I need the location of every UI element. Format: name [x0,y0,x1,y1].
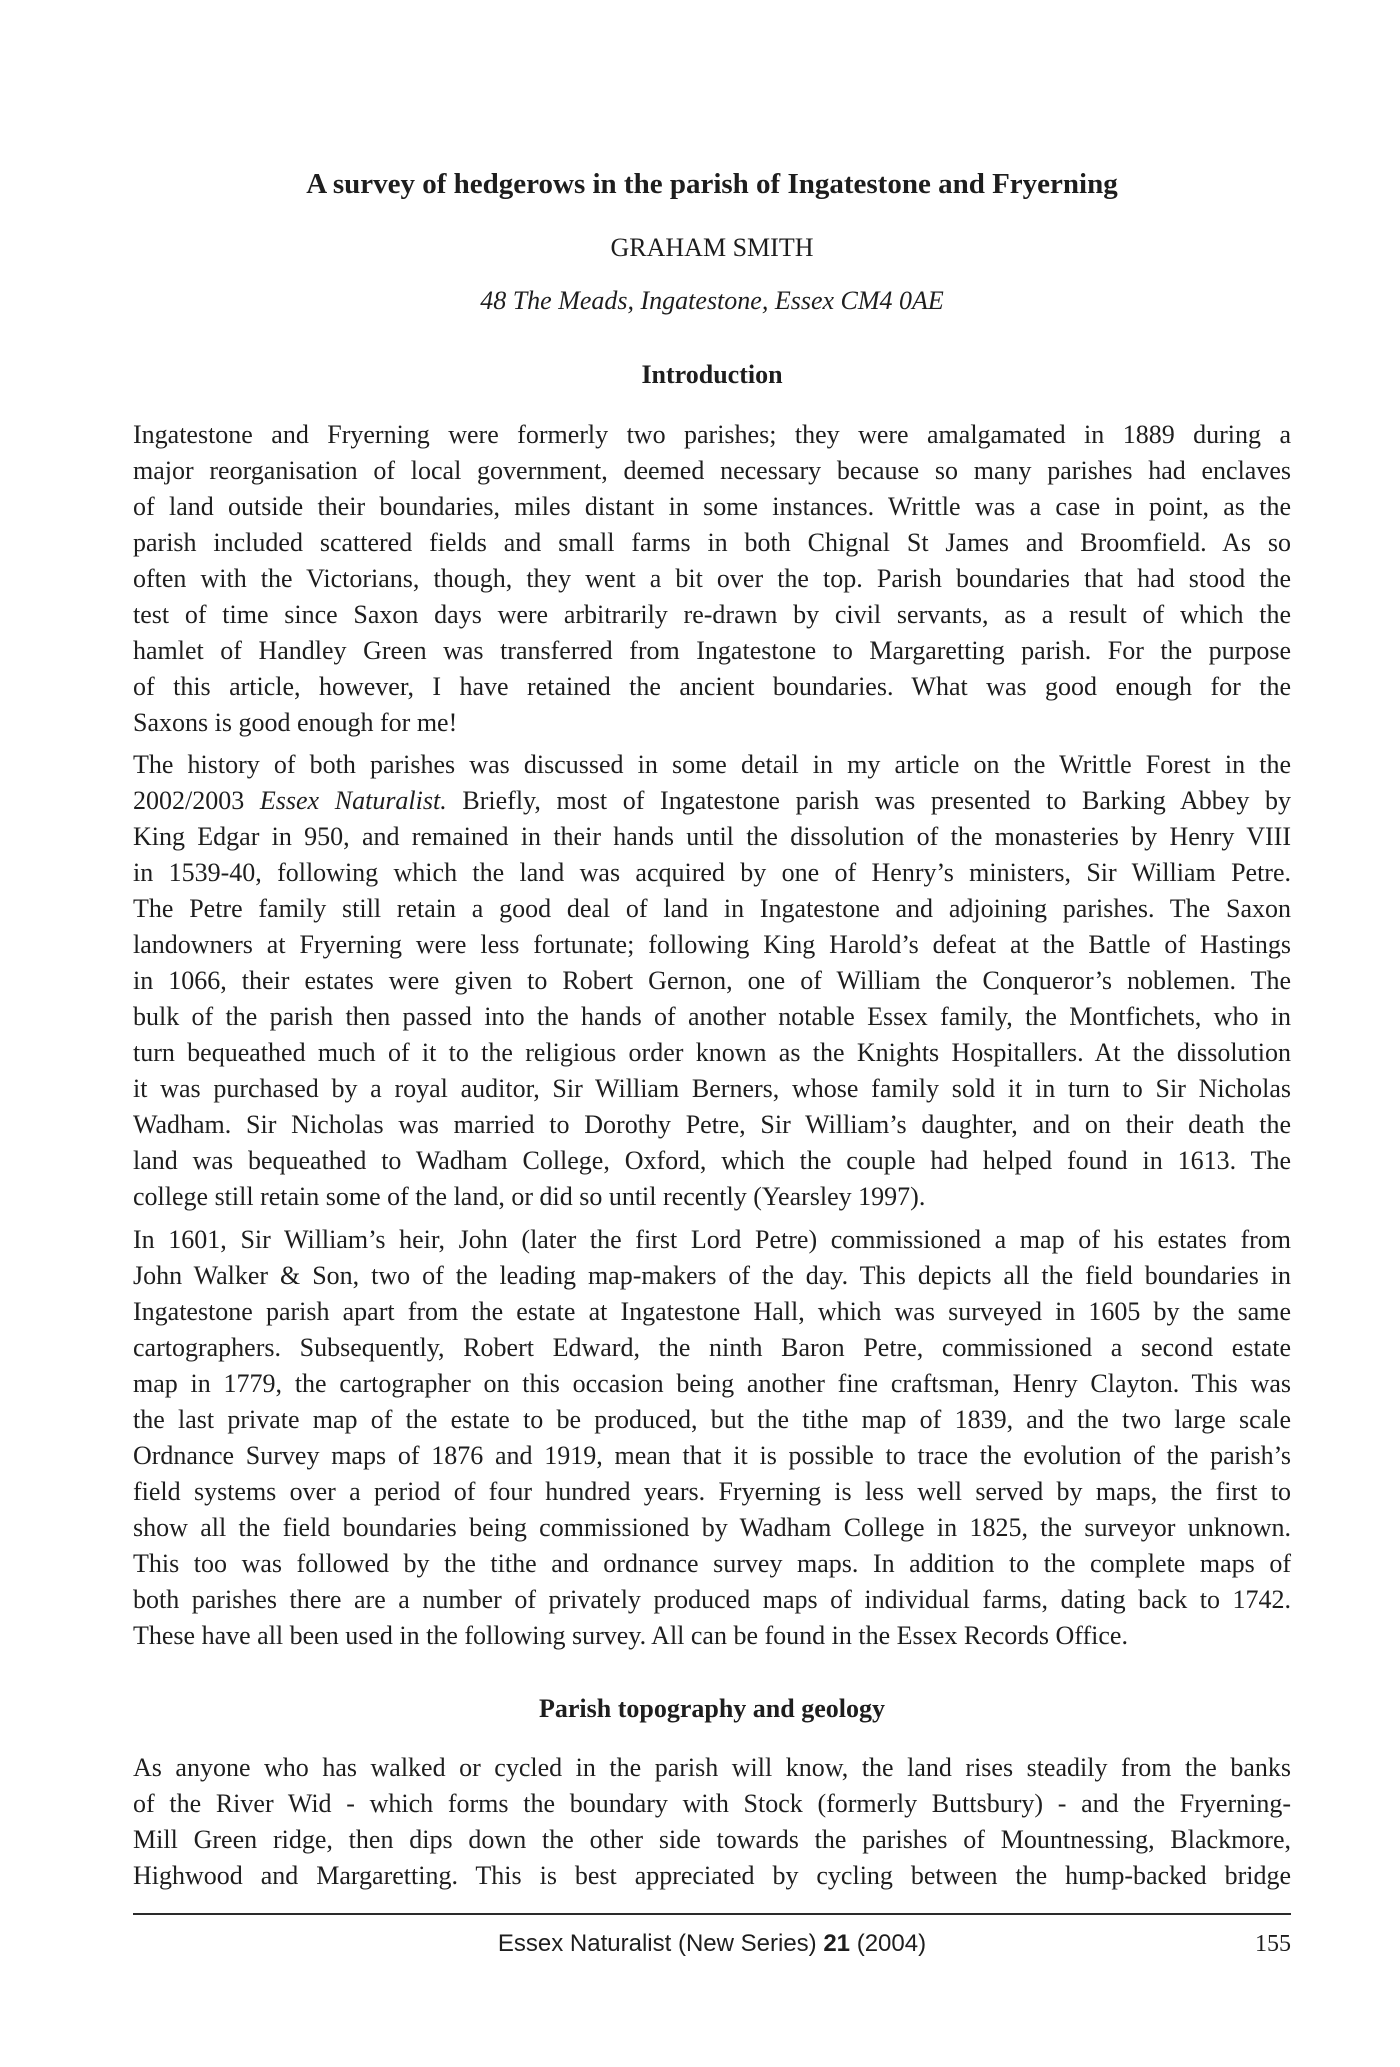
text-line: bulk of the parish then passed into the hands of another notable Essex family, the Montfichets, who in [133,1002,1291,1031]
text-line: both parishes there are a number of privately produced maps of individual farms, dating back to 1742. [133,1585,1291,1614]
text-line: Wadham. Sir Nicholas was married to Dorothy Petre, Sir William’s daughter, and on their death the [133,1110,1291,1139]
text-line: King Edgar in 950, and remained in their hands until the dissolution of the monasteries by Henry VIII [133,822,1291,851]
text-line: parish included scattered fields and small farms in both Chignal St James and Broomfield. As so [133,528,1291,557]
footer-rule [133,1913,1291,1915]
text-line: test of time since Saxon days were arbitrarily re-drawn by civil servants, as a result of which the [133,600,1291,629]
text-line: college still retain some of the land, or did so until recently (Yearsley 1997). [133,1182,926,1211]
text-line: land was bequeathed to Wadham College, Oxford, which the couple had helped found in 1613. The [133,1146,1291,1175]
section-heading-introduction: Introduction [641,360,783,389]
section-heading-topography: Parish topography and geology [539,1694,885,1723]
text-line: This too was followed by the tithe and ordnance survey maps. In addition to the complete maps of [133,1549,1291,1578]
text-line: hamlet of Handley Green was transferred from Ingatestone to Margaretting parish. For the purpose [133,636,1291,665]
text-line: Ordnance Survey maps of 1876 and 1919, mean that it is possible to trace the evolution of the parish’s [133,1441,1291,1470]
text-fragment: Briefly, most of Ingatestone parish was presented to Barking Abbey by [446,786,1291,815]
text-line: map in 1779, the cartographer on this occasion being another fine craftsman, Henry Clayton. This was [133,1369,1291,1398]
paragraph-3 [133,1222,1291,1654]
footer-journal-citation [133,1928,1291,1960]
text-line: Ingatestone parish apart from the estate at Ingatestone Hall, which was surveyed in 1605 by the same [133,1297,1291,1326]
text-line: In 1601, Sir William’s heir, John (later the first Lord Petre) commissioned a map of his estates from [133,1225,1291,1254]
page-number: 155 [1255,1931,1291,1957]
text-line: The Petre family still retain a good deal of land in Ingatestone and adjoining parishes. The Saxon [133,894,1291,923]
text-line: Saxons is good enough for me! [133,708,458,737]
text-line: of the River Wid - which forms the boundary with Stock (formerly Buttsbury) - and the Fryerning- [133,1789,1291,1818]
text-line: Ingatestone and Fryerning were formerly two parishes; they were amalgamated in 1889 during a [133,420,1291,449]
paragraph-1 [133,417,1291,741]
text-line: often with the Victorians, though, they went a bit over the top. Parish boundaries that had stood the [133,564,1291,593]
author-name: GRAHAM SMITH [610,233,814,262]
paragraph-2 [133,747,1291,1215]
text-line: show all the field boundaries being commissioned by Wadham College in 1825, the surveyor unknown. [133,1513,1291,1542]
journal-title: Essex Naturalist (New Series) [497,1930,824,1957]
text-line: These have all been used in the following survey. All can be found in the Essex Records Office. [133,1621,1128,1650]
journal-name-italic: Essex Naturalist. [259,786,447,815]
text-line: of this article, however, I have retained the ancient boundaries. What was good enough for the [133,672,1291,701]
text-line: Mill Green ridge, then dips down the other side towards the parishes of Mountnessing, Blackmore, [133,1825,1291,1854]
text-line: As anyone who has walked or cycled in the parish will know, the land rises steadily from the banks [133,1753,1291,1782]
text-line: major reorganisation of local government, deemed necessary because so many parishes had enclaves [133,456,1291,485]
text-line: of land outside their boundaries, miles distant in some instances. Writtle was a case in point, as the [133,492,1291,521]
text-line: in 1066, their estates were given to Robert Gernon, one of William the Conqueror’s noblemen. The [133,966,1291,995]
paper-page [133,0,1291,2067]
text-line: The history of both parishes was discussed in some detail in my article on the Writtle Forest in the [133,750,1291,779]
text-line: landowners at Fryerning were less fortunate; following King Harold’s defeat at the Battle of Hastings [133,930,1291,959]
journal-year: (2004) [850,1930,927,1957]
text-line: turn bequeathed much of it to the religious order known as the Knights Hospitallers. At the dissolution [133,1038,1291,1067]
article-title: A survey of hedgerows in the parish of Ingatestone and Fryerning [306,168,1118,200]
text-line: the last private map of the estate to be produced, but the tithe map of 1839, and the two large scale [133,1405,1291,1434]
text-line: Highwood and Margaretting. This is best appreciated by cycling between the hump-backed bridge [133,1861,1291,1890]
author-address: 48 The Meads, Ingatestone, Essex CM4 0AE [480,286,944,315]
text-line: it was purchased by a royal auditor, Sir William Berners, whose family sold it in turn to Sir Nicholas [133,1074,1291,1103]
paragraph-4 [133,1750,1291,1894]
text-line: field systems over a period of four hundred years. Fryerning is less well served by maps, the first to [133,1477,1291,1506]
text-line: in 1539-40, following which the land was acquired by one of Henry’s ministers, Sir William Petre. [133,858,1291,887]
text-line: John Walker & Son, two of the leading map-makers of the day. This depicts all the field boundaries in [133,1261,1291,1290]
text-line [133,783,1291,819]
text-line: cartographers. Subsequently, Robert Edward, the ninth Baron Petre, commissioned a second estate [133,1333,1291,1362]
journal-volume: 21 [823,1930,851,1957]
text-fragment: 2002/2003 [133,786,260,815]
